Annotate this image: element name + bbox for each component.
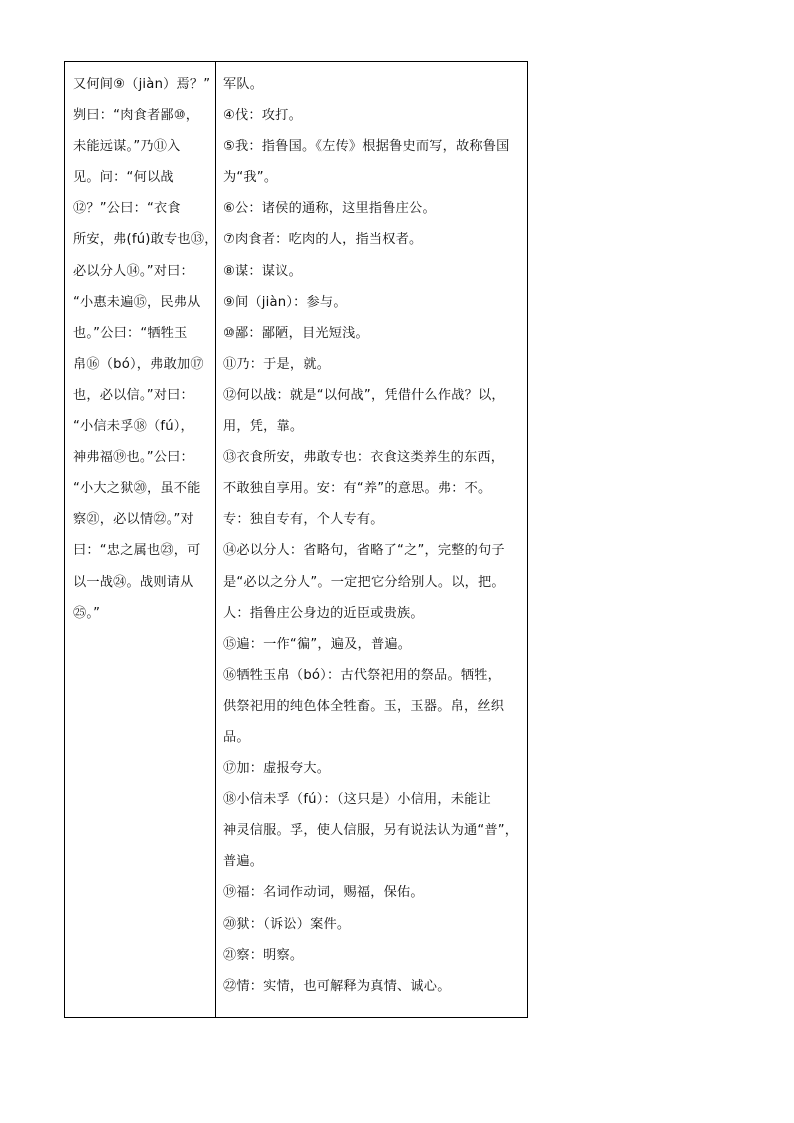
source-text-column bbox=[65, 62, 216, 1017]
source-text-line: 神弗福⑲也。”公曰： bbox=[73, 450, 194, 466]
note-line: 神灵信服。孚，使人信服，另有说法认为通“普”， bbox=[223, 823, 519, 839]
source-text-line: ⑫？”公曰：“衣食 bbox=[73, 201, 181, 217]
note-line: ⑨间（jiàn）：参与。 bbox=[223, 294, 347, 310]
note-line: 品。 bbox=[223, 729, 250, 745]
note-line: ⑤我：指鲁国。《左传》根据鲁史而写，故称鲁国 bbox=[223, 139, 510, 155]
note-line: ⑭必以分人：省略句，省略了“之”，完整的句子 bbox=[223, 543, 505, 559]
source-text-line: “小大之狱⑳，虽不能 bbox=[73, 481, 201, 497]
note-line: 普遍。 bbox=[223, 854, 264, 870]
note-line: 用，凭，靠。 bbox=[223, 419, 304, 435]
note-line: ㉑察：明察。 bbox=[223, 947, 304, 963]
note-line: ⑲福：名词作动词，赐福，保佑。 bbox=[223, 885, 424, 901]
source-text-line: 刿曰：“肉食者鄙⑩， bbox=[73, 108, 200, 124]
source-text-line: 未能远谋。”乃⑪入 bbox=[73, 139, 181, 155]
note-line: ⑯牺牲玉帛（bó）：古代祭祀用的祭品。牺牲， bbox=[223, 667, 501, 683]
note-line: 供祭祀用的纯色体全牲畜。玉，玉器。帛，丝织 bbox=[223, 698, 505, 714]
source-text-line: 也。”公曰：“牺牲玉 bbox=[73, 325, 188, 341]
note-line: 专：独自专有，个人专有。 bbox=[223, 512, 384, 528]
annotation-notes-column bbox=[216, 62, 527, 1017]
note-line: ⑰加：虚报夸大。 bbox=[223, 761, 331, 777]
note-line: ⑱小信未孚（fú）：（这只是）小信用，未能让 bbox=[223, 792, 491, 808]
source-text-line: 以一战㉔。战则请从 bbox=[73, 574, 194, 590]
source-text-line: “小惠未遍⑮，民弗从 bbox=[73, 294, 201, 310]
source-text-line: 又何间⑨（jiàn）焉？” bbox=[73, 77, 211, 92]
note-line: ⑦肉食者：吃肉的人，指当权者。 bbox=[223, 232, 423, 248]
note-line: 人：指鲁庄公身边的近臣或贵族。 bbox=[223, 605, 424, 621]
source-text-line: 察㉑，必以情㉒。”对 bbox=[73, 512, 194, 528]
note-line: ⑳狱：（诉讼）案件。 bbox=[223, 916, 351, 932]
source-text-line: 也，必以信。”对曰： bbox=[73, 387, 194, 403]
note-line: ⑮遍：一作“徧”，遍及，普遍。 bbox=[223, 636, 412, 652]
note-line: ⑧谋：谋议。 bbox=[223, 263, 302, 279]
source-text-line: 帛⑯（bó），弗敢加⑰ bbox=[73, 356, 204, 372]
source-text-line: 必以分人⑭。”对曰： bbox=[73, 263, 194, 279]
note-line: ⑥公：诸侯的通称，这里指鲁庄公。 bbox=[223, 201, 436, 217]
source-text-line: 曰：“忠之属也㉓，可 bbox=[73, 543, 201, 559]
source-text-line: ㉕。” bbox=[73, 605, 101, 621]
note-line: ④伐：攻打。 bbox=[223, 108, 302, 124]
note-line: 为“我”。 bbox=[223, 170, 278, 186]
note-line: ⑫何以战：就是“以何战”，凭借什么作战？以， bbox=[223, 387, 505, 403]
note-line: ⑬衣食所安，弗敢专也：衣食这类养生的东西， bbox=[223, 450, 505, 466]
note-line: ⑪乃：于是，就。 bbox=[223, 356, 331, 372]
note-line: ㉒情：实情，也可解释为真情、诚心。 bbox=[223, 978, 451, 994]
note-line: ⑩鄙：鄙陋，目光短浅。 bbox=[223, 325, 369, 341]
annotation-table bbox=[64, 61, 528, 1018]
source-text-line: 见。问：“何以战 bbox=[73, 170, 174, 186]
source-text-line: “小信未孚⑱（fú）， bbox=[73, 419, 194, 435]
note-line: 不敢独自享用。安：有“养”的意思。弗：不。 bbox=[223, 481, 492, 497]
source-text-line: 所安，弗(fú)敢专也⑬， bbox=[73, 232, 218, 248]
note-line: 军队。 bbox=[223, 77, 264, 92]
note-line: 是“必以之分人”。一定把它分给别人。以，把。 bbox=[223, 574, 505, 590]
